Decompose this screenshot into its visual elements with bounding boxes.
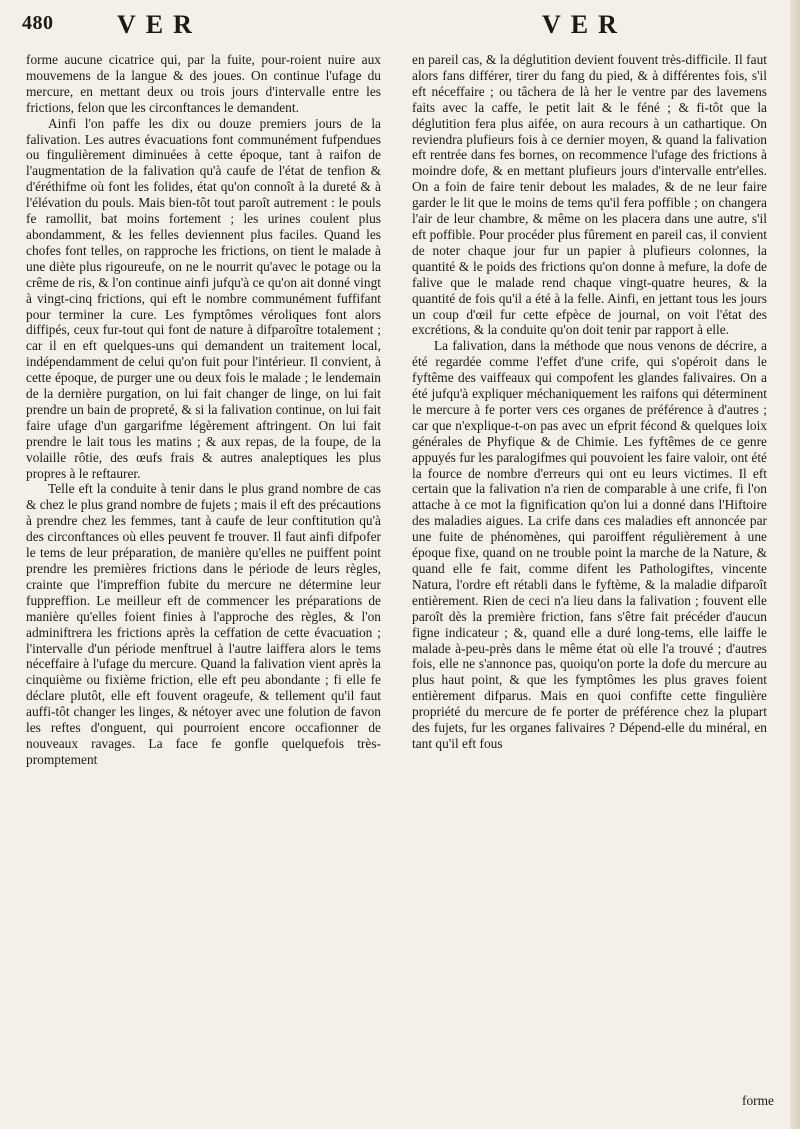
page-number: 480: [22, 12, 54, 34]
page-edge: [790, 0, 800, 1129]
catchword: forme: [742, 1093, 774, 1108]
paragraph: Ainfi l'on paffe les dix ou douze premiers jours de la falivation. Les autres évacuations font communément fufpendues ou fingulièrement diminuées à cette époque, tant à raifon de l'augmentation de la falivation qu'à caufe de l'état de tenfion & d'éréthifme où font les folides, état qu'on connoît à la dureté & à l'élévation du pouls. Mais bien-tôt tout paroît autrement : le pouls fe ramollit, bat moins fortement ; les urines coulent plus abondamment, & les felles deviennent plus faciles. Quand les chofes font telles, on rapproche les frictions, on tient le malade à une diète plus rigoureufe, on ne le nourrit qu'avec le potage ou la crême de ris, & l'on continue ainfi jufqu'à ce qu'on ait donné vingt à vingt-cinq frictions, qui eft le nombre communément fuffifant pour terminer la cure. Les fymptômes véroliques font alors diffipés, ceux fur-tout qui font de nature à difparoître totalement ; car il en eft quelques-uns qui demandent un traitement local, indépendamment de celui qu'on fuit pour l'intérieur. Il convient, à cette époque, de purger une ou deux fois le malade ; le lendemain de la dernière purgation, on lui fait changer de linge, on lui fait prendre un bain de propreté, & si la falivation continue, on lui fait faire ufage d'un gargarifme légèrement aftringent. On lui fait prendre le lait tous les matins ; & aux repas, de la foupe, de la volaille rôtie, des œufs frais & autres analeptiques les plus propres à le reftaurer.: [26, 115, 381, 481]
paragraph: en pareil cas, & la déglutition devient fouvent très-difficile. Il faut alors fans différer, tirer du fang du pied, & à différentes fois, s'il eft néceffaire ; ou tâchera de là her le ventre par des lavemens faits avec la caffe, le petit lait & le féné ; & fi-tôt que la déglutition fera plus aifée, on aura recours à un cathartique. On reviendra plufieurs fois à ce dernier moyen, & quand la falivation eft rentrée dans fes bornes, on recommence l'ufage des frictions à moindre dofe, & en mettant plufieurs jours d'intervalle entr'elles. On a foin de faire tenir debout les malades, & de ne leur faire garder le lit que le moins de tems qu'il fera poffible ; on changera l'air de leur chambre, & même on les placera dans une autre, s'il eft poffible. Pour procéder plus fûrement en pareil cas, il convient de noter chaque jour fur un papier à plufieurs colonnes, la quantité & le poids des frictions qu'on donne à mefure, la dofe de falive que le malade rend chaque vingt-quatre heures, & la quantité de fois qu'il a été à la felle. Ainfi, en jettant tous les jours un coup d'œil fur cette efpèce de journal, on voit l'état des excrétions, & la conduite qu'on doit tenir par rapport à elle.: [412, 52, 767, 338]
right-column: [412, 52, 767, 752]
paragraph: La falivation, dans la méthode que nous venons de décrire, a été regardée comme l'effet d'une crife, qui s'opéroit dans le fyftême des vaiffeaux qui compofent les glandes falivaires. On a été jufqu'à expliquer méchaniquement les raifons qui déterminent le mercure à fe porter vers ces organes de préférence à d'autres ; car que n'explique-t-on pas avec un efprit fécond & quelques loix générales de Phyfique & de Chimie. Les fyftêmes de ce genre appuyés fur les paralogifmes qui pouvoient les faire valoir, ont été la fource de nombre d'erreurs qui ont eu leurs victimes. Il eft certain que la falivation n'a rien de comparable à une crife, fi l'on attache à ce mot la fignification qu'on lui a donné dans l'Hiftoire des maladies aigues. La crife dans ces maladies eft annoncée par une fuite de phénomènes, qui paroiffent régulièrement à une époque fixe, quand on ne trouble point la marche de la Nature, & quand elle fe fait, comme difent les Pathologiftes, vincente Natura, l'ordre eft rétabli dans le fyftème, & la maladie difparoît entièrement. Rien de ceci n'a lieu dans la falivation ; fouvent elle paroît dès la première friction, fans s'être fait précéder d'aucun figne indicateur ; &, quand elle a duré long-tems, elle laiffe le malade à-peu-près dans le même état où elle l'a trouvé ; d'autres fois, elle ne s'annonce pas, quoiqu'on porte la dofe du mercure au plus haut point, & que les fymptômes les plus graves foient entièrement difparus. Mais en quoi confifte cette fingulière propriété du mercure de fe porter de préférence chez la plupart des fujets, fur les organes falivaires ? Dépend-elle du minéral, en tant qu'il eft fous: [412, 338, 767, 751]
paragraph: Telle eft la conduite à tenir dans le plus grand nombre de cas & chez le plus grand nombre de fujets ; mais il eft des précautions à prendre chez les femmes, tant à caufe de leur conftitution qu'à des circonftances où elles peuvent fe trouver. Il faut ainfi difpofer le tems de leur préparation, de manière qu'elles ne puiffent point prendre les premières frictions dans le période de leurs règles, crainte que l'impreffion fubite du mercure ne détermine leur fuppreffion. Le meilleur eft de commencer les préparations de manière qu'elles foient finies à l'approche des règles, & l'on adminiftrera les frictions après la ceffation de cette évacuation ; l'intervalle d'un période menftruel à l'autre laiffera alors le tems néceffaire à l'ufage du mercure. Quand la falivation vient après la cinquième ou fixième friction, elle eft peu abondante ; fi elle fe déclare plutôt, elle eft fouvent orageufe, & tellement qu'il faut auffi-tôt changer les linges, & nétoyer avec une folution de favon les reftes d'onguent, qui pourroient encore occafionner de nouveaux ravages. La face fe gonfle quelquefois très-promptement: [26, 481, 381, 767]
running-head-left: VER: [117, 10, 202, 39]
paragraph: forme aucune cicatrice qui, par la fuite, pour-roient nuire aux mouvemens de la langue & des joues. On continue l'ufage du mercure, en mettant deux ou trois jours d'intervalle entre les frictions, felon que les circonftances le demandent.: [26, 52, 381, 115]
page-header: [22, 10, 782, 40]
running-head-right: VER: [542, 10, 627, 39]
left-column: [26, 52, 381, 768]
